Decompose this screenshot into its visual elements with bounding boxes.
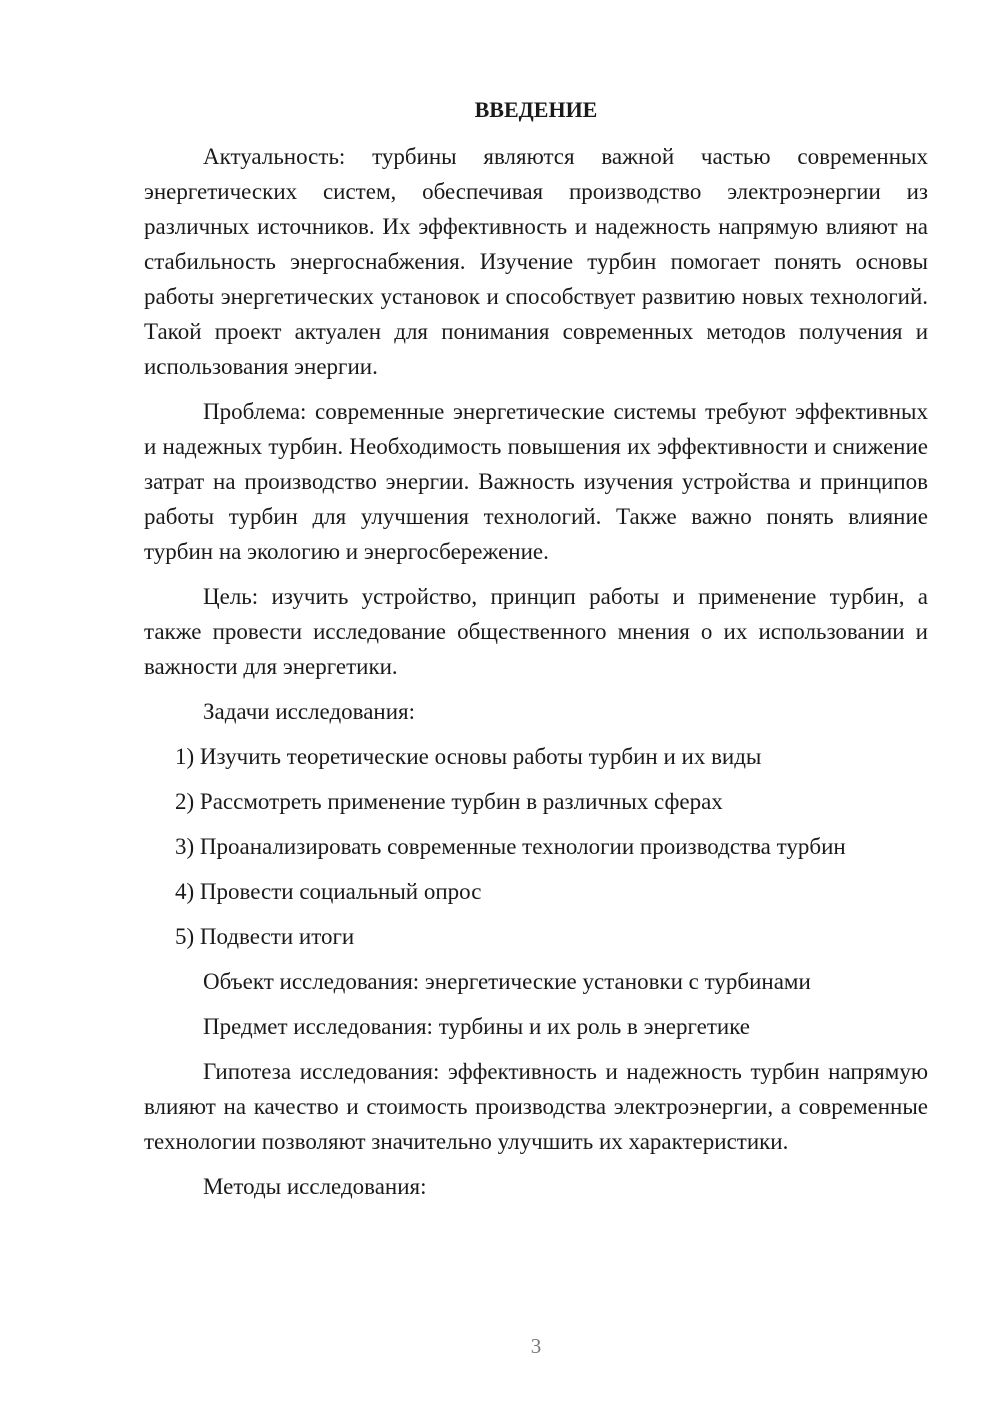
list-item: 4) Провести социальный опрос xyxy=(175,879,482,904)
tasks-heading: Задачи исследования: xyxy=(203,699,416,724)
list-item: 3) Проанализировать современные технологии производства турбин xyxy=(175,834,846,859)
page-title: ВВЕДЕНИЕ xyxy=(474,97,598,122)
hypothesis-paragraph: Гипотеза исследования: эффективность и надежность турбин напрямую влияют на качество и стоимость производства электроэнергии, а современные технологии позволяют значительно улучшить их характеристики. xyxy=(144,1059,928,1154)
document-page xyxy=(144,92,928,1214)
tasks-list xyxy=(144,739,928,954)
object-line: Объект исследования: энергетические установки с турбинами xyxy=(203,969,811,994)
list-item: 2) Рассмотреть применение турбин в различных сферах xyxy=(175,789,723,814)
list-item: 5) Подвести итоги xyxy=(175,924,355,949)
relevance-paragraph: Актуальность: турбины являются важной частью современных энергетических систем, обеспечивая производство электроэнергии из различных источников. Их эффективность и надежность напрямую влияют на стабильность энергоснабжения. Изучение турбин помогает понять основы работы энергетических установок и способствует развитию новых технологий. Такой проект актуален для понимания современных методов получения и использования энергии. xyxy=(144,144,928,379)
page-number: 3 xyxy=(530,1334,542,1358)
list-item: 1) Изучить теоретические основы работы турбин и их виды xyxy=(175,744,762,769)
problem-paragraph: Проблема: современные энергетические системы требуют эффективных и надежных турбин. Необходимость повышения их эффективности и снижение затрат на производство энергии. Важность изучения устройства и принципов работы турбин для улучшения технологий. Также важно понять влияние турбин на экологию и энергосбережение. xyxy=(144,399,928,564)
methods-heading: Методы исследования: xyxy=(203,1174,427,1199)
goal-paragraph: Цель: изучить устройство, принцип работы и применение турбин, а также провести исследование общественного мнения о их использовании и важности для энергетики. xyxy=(144,584,928,679)
subject-line: Предмет исследования: турбины и их роль в энергетике xyxy=(203,1014,751,1039)
